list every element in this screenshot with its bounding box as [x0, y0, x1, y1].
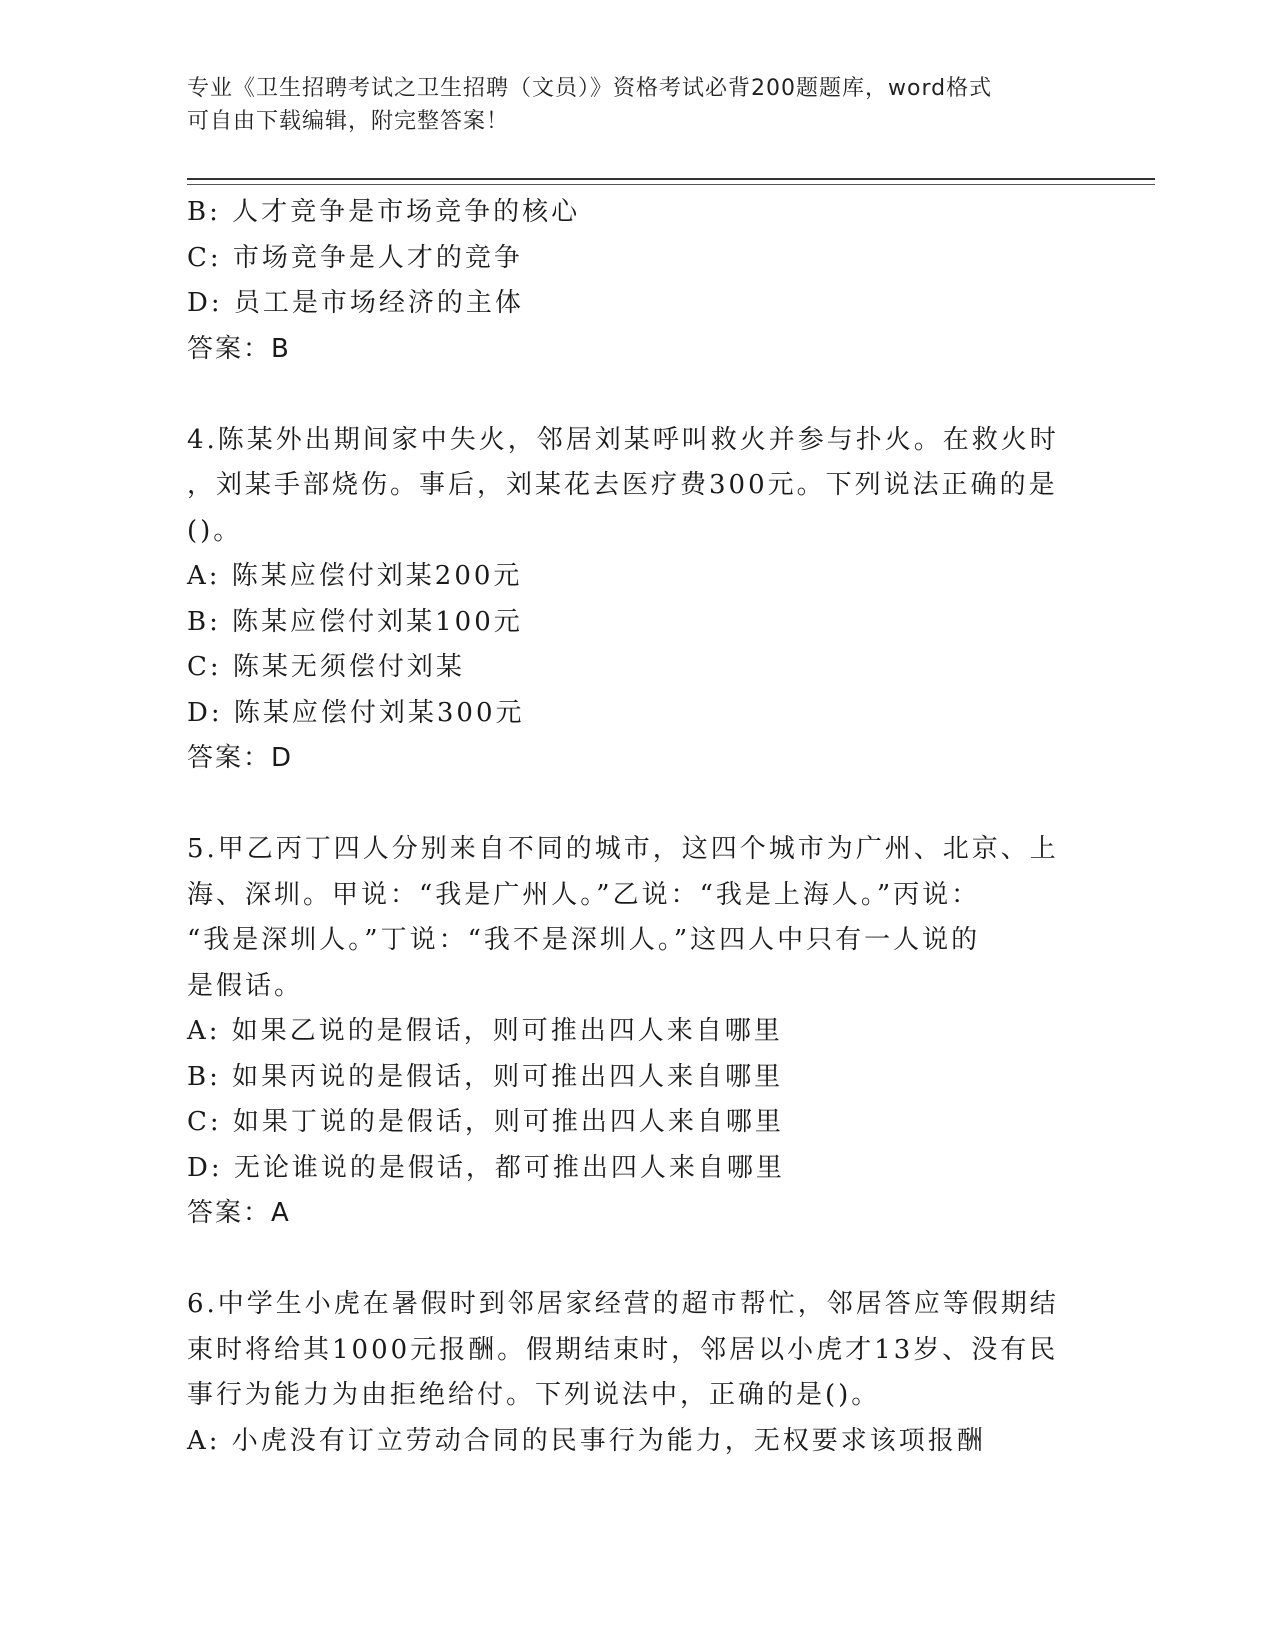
question-3-continuation: [187, 190, 1067, 372]
spacer: [187, 782, 1067, 828]
question-text-line: 6.中学生小虎在暑假时到邻居家经营的超市帮忙，邻居答应等假期结: [187, 1289, 1059, 1319]
question-text-line: 4.陈某外出期间家中失火，邻居刘某呼叫救火并参与扑火。在救火时: [187, 424, 1059, 455]
header-rule-thin: [187, 184, 1155, 185]
header-rule-thick: [187, 178, 1155, 180]
question-text-line: 束时将给其1000元报酬。假期结束时，邻居以小虎才13岁、没有民: [187, 1334, 1059, 1365]
option-b: B: 陈某应偿付刘某100元: [187, 606, 523, 637]
option-a: A: 如果乙说的是假话，则可推出四人来自哪里: [187, 1016, 783, 1046]
option-c: C: 市场竞争是人才的竞争: [187, 242, 523, 273]
question-text-line: 是假话。: [187, 970, 304, 1001]
question-text-line: ()。: [187, 515, 243, 546]
question-content: [187, 190, 1067, 1464]
question-text-line: 事行为能力为由拒绝给付。下列说法中，正确的是()。: [187, 1380, 881, 1410]
option-a: A: 陈某应偿付刘某200元: [187, 561, 523, 591]
option-c: C: 如果丁说的是假话，则可推出四人来自哪里: [187, 1107, 784, 1137]
question-text-line: ，刘某手部烧伤。事后，刘某花去医疗费300元。下列说法正确的是: [187, 470, 1058, 500]
option-b: B: 人才竞争是市场竞争的核心: [187, 197, 581, 227]
question-text-line: 5.甲乙丙丁四人分别来自不同的城市，这四个城市为广州、北京、上: [187, 834, 1059, 864]
question-4: [187, 418, 1067, 782]
question-text-line: “我是深圳人。”丁说：“我不是深圳人。”这四人中只有一人说的: [187, 925, 981, 955]
option-d: D: 员工是市场经济的主体: [187, 288, 524, 318]
question-text-line: 海、深圳。甲说：“我是广州人。”乙说：“我是上海人。”丙说：: [187, 879, 981, 910]
spacer: [187, 372, 1067, 418]
page-header: [187, 72, 1067, 138]
header-line-1: 专业《卫生招聘考试之卫生招聘（文员）》资格考试必背200题题库，word格式: [187, 76, 993, 101]
option-d: D: 无论谁说的是假话，都可推出四人来自哪里: [187, 1152, 785, 1183]
option-b: B: 如果丙说的是假话，则可推出四人来自哪里: [187, 1061, 784, 1092]
header-line-2: 可自由下载编辑，附完整答案！: [187, 109, 510, 134]
answer-line: 答案：A: [187, 1198, 291, 1228]
question-6: [187, 1282, 1067, 1464]
option-c: C: 陈某无须偿付刘某: [187, 652, 465, 682]
question-5: [187, 827, 1067, 1237]
option-a: A: 小虎没有订立劳动合同的民事行为能力，无权要求该项报酬: [187, 1425, 986, 1456]
option-d: D: 陈某应偿付刘某300元: [187, 697, 525, 728]
answer-line: 答案：D: [187, 743, 294, 773]
answer-line: 答案：B: [187, 333, 291, 364]
spacer: [187, 1237, 1067, 1283]
